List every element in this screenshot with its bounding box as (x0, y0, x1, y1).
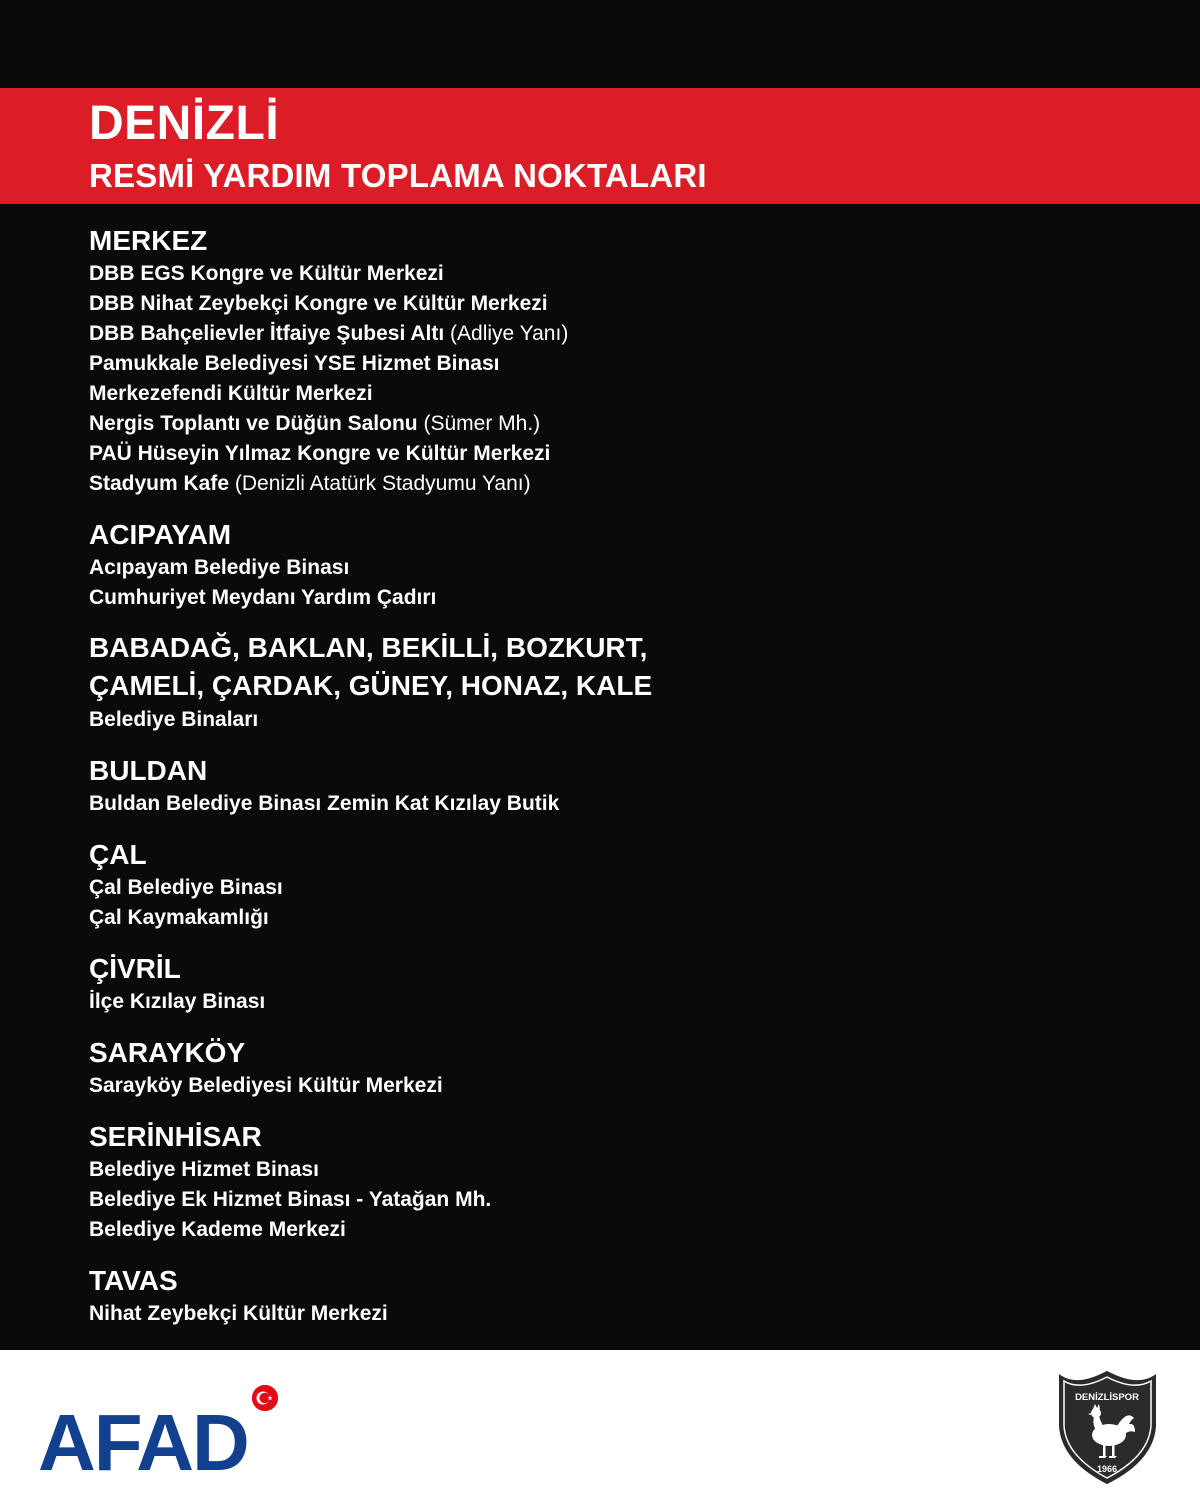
collection-points-list (89, 223, 1129, 1335)
item-main: Nergis Toplantı ve Düğün Salonu (89, 412, 418, 435)
item-main: Cumhuriyet Meydanı Yardım Çadırı (89, 586, 437, 609)
section-title-line: ÇAMELİ, ÇARDAK, GÜNEY, HONAZ, KALE (89, 670, 653, 701)
item-main: İlçe Kızılay Binası (89, 990, 266, 1013)
item-main: DBB EGS Kongre ve Kültür Merkezi (89, 262, 444, 285)
section-buldan (89, 753, 1129, 819)
section-merkez (89, 223, 1129, 499)
item-main: Stadyum Kafe (89, 472, 230, 495)
item-main: Pamukkale Belediyesi YSE Hizmet Binası (89, 352, 500, 375)
list-item (89, 319, 1129, 349)
list-item (89, 789, 1129, 819)
section-serinhisar (89, 1119, 1129, 1245)
afad-logo (38, 1385, 288, 1487)
section-multi-district (89, 629, 1129, 735)
list-item (89, 379, 1129, 409)
list-item (89, 583, 1129, 613)
list-item (89, 873, 1129, 903)
section-title: ÇİVRİL (89, 953, 181, 984)
list-item (89, 1071, 1129, 1101)
item-main: Sarayköy Belediyesi Kültür Merkezi (89, 1074, 443, 1097)
list-item (89, 1185, 1129, 1215)
item-main: Belediye Ek Hizmet Binası - Yatağan Mh. (89, 1188, 492, 1211)
section-title: BULDAN (89, 755, 208, 786)
page-subtitle: RESMİ YARDIM TOPLAMA NOKTALARI (89, 157, 707, 194)
list-item (89, 1215, 1129, 1245)
item-main: Belediye Hizmet Binası (89, 1158, 319, 1181)
denizlispor-crest (1055, 1368, 1160, 1486)
item-main: DBB Bahçelievler İtfaiye Şubesi Altı (89, 322, 445, 345)
list-item (89, 987, 1129, 1017)
item-note: (Denizli Atatürk Stadyumu Yanı) (234, 472, 531, 495)
item-main: Belediye Kademe Merkezi (89, 1218, 346, 1241)
section-title: ÇAL (89, 839, 147, 870)
list-item (89, 903, 1129, 933)
list-item (89, 553, 1129, 583)
list-item (89, 289, 1129, 319)
item-main: Merkezefendi Kültür Merkezi (89, 382, 373, 405)
page-title: DENİZLİ (89, 97, 280, 150)
section-title: TAVAS (89, 1265, 178, 1296)
section-cal (89, 837, 1129, 933)
section-title: SERİNHİSAR (89, 1121, 262, 1152)
section-saraykoy (89, 1035, 1129, 1101)
item-main: Buldan Belediye Binası Zemin Kat Kızılay Butik (89, 792, 560, 815)
item-note: (Sümer Mh.) (423, 412, 541, 435)
section-civril (89, 951, 1129, 1017)
afad-logo-text: AFAD (38, 1398, 248, 1487)
item-main: Belediye Binaları (89, 708, 259, 731)
list-item (89, 705, 1129, 735)
item-main: Çal Kaymakamlığı (89, 906, 269, 929)
item-main: Nihat Zeybekçi Kültür Merkezi (89, 1302, 388, 1325)
section-title: ACIPAYAM (89, 519, 232, 550)
item-main: Çal Belediye Binası (89, 876, 283, 899)
section-tavas (89, 1263, 1129, 1329)
list-item (89, 349, 1129, 379)
list-item (89, 1155, 1129, 1185)
section-title-line: BABADAĞ, BAKLAN, BEKİLLİ, BOZKURT, (89, 632, 648, 663)
item-main: PAÜ Hüseyin Yılmaz Kongre ve Kültür Merkezi (89, 442, 551, 465)
list-item (89, 469, 1129, 499)
section-title: SARAYKÖY (89, 1037, 246, 1068)
turkish-flag-icon (252, 1385, 278, 1411)
item-main: DBB Nihat Zeybekçi Kongre ve Kültür Merkezi (89, 292, 548, 315)
item-note: (Adliye Yanı) (450, 322, 569, 345)
section-title: MERKEZ (89, 225, 208, 256)
list-item (89, 409, 1129, 439)
club-logo-name: DENİZLİSPOR (1075, 1392, 1139, 1403)
section-acipayam (89, 517, 1129, 613)
item-main: Acıpayam Belediye Binası (89, 556, 350, 579)
list-item (89, 259, 1129, 289)
club-logo-year: 1966 (1096, 1464, 1118, 1474)
list-item (89, 1299, 1129, 1329)
list-item (89, 439, 1129, 469)
